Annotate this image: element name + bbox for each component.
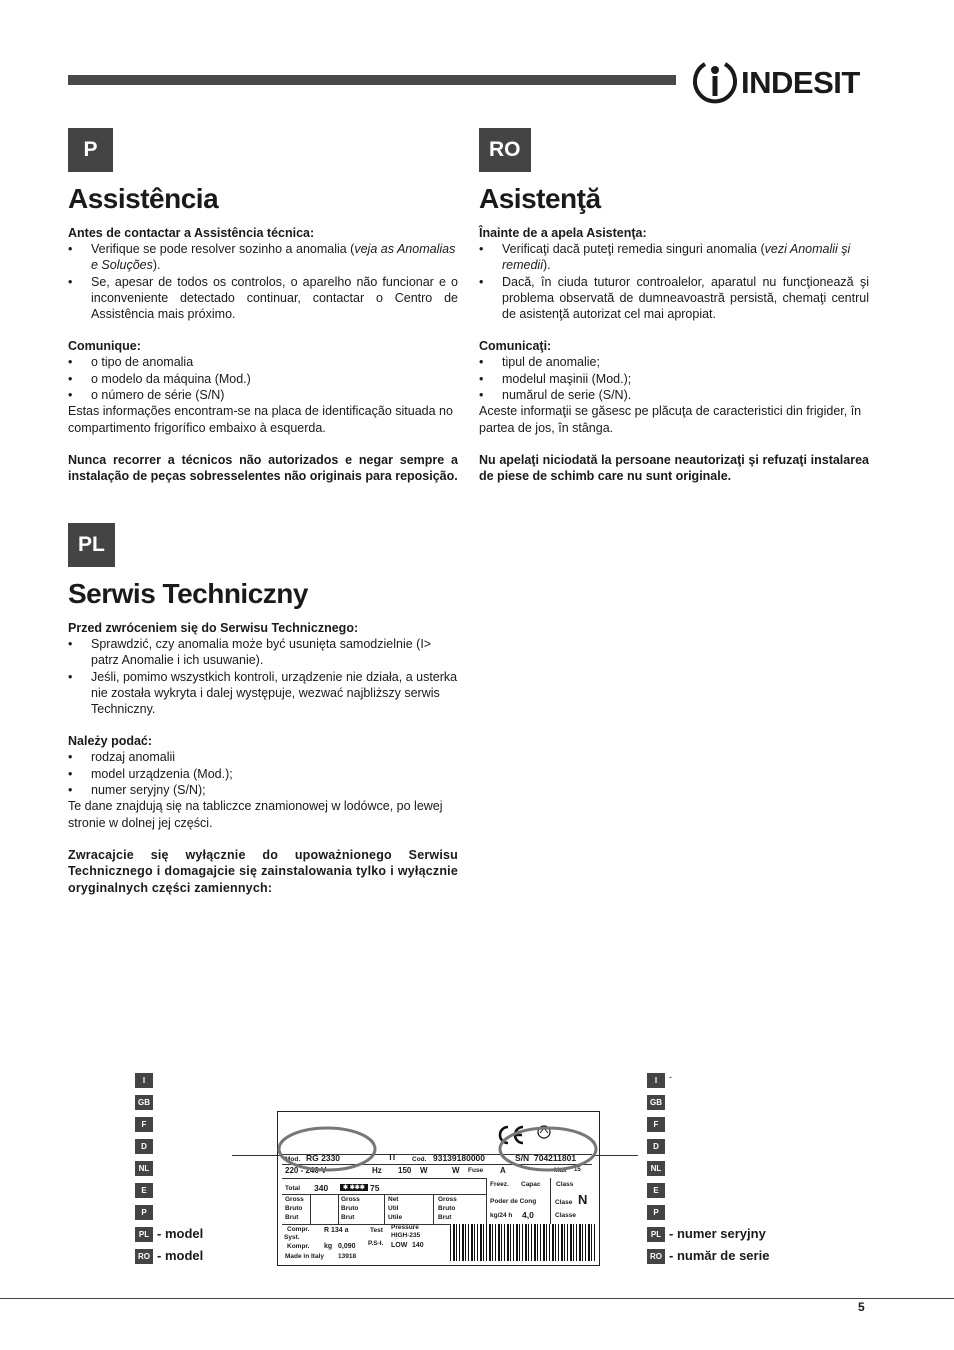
section-subtitle: Przed zwróceniem się do Serwisu Technicznego: <box>68 621 359 635</box>
list-item: • modelul maşinii (Mod.); <box>479 371 869 387</box>
legend-row: D <box>647 1137 807 1159</box>
list-item: • Se, apesar de todos os controlos, o aparelho não funcionar e o inconveniente detectado continuar, contactar o Centro de Assistência mais próximo. <box>68 274 458 323</box>
section-subtitle: Înainte de a apela Asistenţa: <box>479 226 647 240</box>
section-subtitle: Comunicaţi: <box>479 339 552 354</box>
footer-line <box>0 1298 954 1299</box>
warning-text: Nunca recorrer a técnicos não autorizados e negar sempre a instalação de peças sobresselentes não originais para reposição. <box>68 452 458 484</box>
language-badge: RO <box>479 128 531 172</box>
info-text: Te dane znajdują się na tabliczce znamionowej w lodówce, po lewej stronie w dolnej jej części. <box>68 799 443 830</box>
section-subtitle: Należy podać: <box>68 734 153 749</box>
legend-row: I - <box>647 1071 807 1093</box>
indesit-i-icon <box>693 58 737 106</box>
legend-row: PL - numer seryjny <box>647 1225 807 1247</box>
legend-right <box>647 1071 807 1269</box>
model-value: RG 2330 <box>306 1153 341 1163</box>
model-highlight-oval <box>275 1124 380 1174</box>
list-item: • rodzaj anomalii <box>68 749 458 765</box>
section-subtitle: Antes de contactar a Assistência técnica: <box>68 226 315 240</box>
legend-row: NL <box>647 1159 807 1181</box>
list-item: • numer seryjny (S/N); <box>68 782 458 798</box>
rating-plate: Mod. RG 2330 TI Cod. 93139180000 S/N 704211801 220 - 240 V~ Hz 150 W W Fuse A Max 15 Total 340 ✱ ✱✱✱ 75 Freez. Capac Class Gross Bruto Brut Gross Bruto Brut Net Util Utile Gross Bruto Brut Poder de Cong kg/24 h 4,0 Clase N Classe Compr. Syst. Kompr. R 134 a kg 0,090 Test P.S-I. Pressure HIGH-235 LOW 140 Made in Italy 13918 <box>277 1111 600 1266</box>
legend-row: GB <box>135 1093 295 1115</box>
list-item: • Dacă, în ciuda tuturor controalelor, aparatul nu funcţionează şi problema observată de dumneavoastră persistă, chemaţi centrul de asistenţă autorizat cel mai apropiat. <box>479 274 869 323</box>
section-title: Assistência <box>68 183 219 214</box>
legend-left <box>135 1071 295 1269</box>
serial-highlight-oval <box>496 1124 600 1174</box>
section-title: Serwis Techniczny <box>68 578 308 609</box>
header-bar <box>68 75 676 85</box>
legend-row: D <box>135 1137 295 1159</box>
warning-text: Zwracajcie się wyłącznie do upoważnionego Serwisu Technicznego i domagajcie się zainstalowania tylko i wyłącznie oryginalnych części zamiennych: <box>68 847 458 895</box>
legend-row: P <box>135 1203 295 1225</box>
list-item: • o modelo da máquina (Mod.) <box>68 371 458 387</box>
section-portuguese <box>68 128 458 485</box>
serial-value: 704211801 <box>534 1153 577 1163</box>
info-list <box>68 749 458 798</box>
list-item: • model urządzenia (Mod.); <box>68 766 458 782</box>
warning-text: Nu apelaţi niciodată la persoane neautorizaţi şi refuzaţi instalarea de piese de schimb care nu sunt originale. <box>479 452 869 484</box>
page-number: 5 <box>858 1300 865 1314</box>
legend-row: NL <box>135 1159 295 1181</box>
language-badge: PL <box>68 523 115 567</box>
list-item: • o tipo de anomalia <box>68 354 458 370</box>
section-polish <box>68 523 458 896</box>
list-item: • numărul de serie (S/N). <box>479 387 869 403</box>
logo-text: INDESIT <box>741 65 860 100</box>
legend-row: RO - model <box>135 1247 295 1269</box>
barcode <box>450 1224 596 1261</box>
legend-row: RO - număr de serie <box>647 1247 807 1269</box>
legend-row: P <box>647 1203 807 1225</box>
legend-row: PL - model <box>135 1225 295 1247</box>
language-badge: P <box>68 128 113 172</box>
legend-row: GB <box>647 1093 807 1115</box>
list-item: • Sprawdzić, czy anomalia może być usunięta samodzielnie (I> patrz Anomalie i ich usuwanie). <box>68 636 458 669</box>
checklist <box>68 241 458 322</box>
legend-row: F <box>135 1115 295 1137</box>
section-subtitle: Comunique: <box>68 339 141 354</box>
list-item: • Jeśli, pomimo wszystkich kontroli, urządzenie nie działa, a usterka nie została wykryta i dalej występuje, wezwać najbliższy serwis Techniczny. <box>68 669 458 718</box>
legend-row: E <box>135 1181 295 1203</box>
info-list <box>68 354 458 403</box>
list-item: • Verificaţi dacă puteţi remedia singuri anomalia (vezi Anomalii şi remedii). <box>479 241 869 274</box>
info-text: Estas informações encontram-se na placa de identificação situada no compartimento frigorífico embaixo à esquerda. <box>68 404 453 435</box>
info-text: Aceste informaţii se găsesc pe plăcuţa de caracteristici din frigider, în partea de jos, în stânga. <box>479 404 862 435</box>
list-item: • o número de série (S/N) <box>68 387 458 403</box>
section-title: Asistenţă <box>479 183 601 214</box>
checklist <box>68 636 458 717</box>
legend-row: I <box>135 1071 295 1093</box>
list-item: • tipul de anomalie; <box>479 354 869 370</box>
section-romanian <box>479 128 869 485</box>
info-list <box>479 354 869 403</box>
list-item: • Verifique se pode resolver sozinho a anomalia (veja as Anomalias e Soluções). <box>68 241 458 274</box>
legend-row: E <box>647 1181 807 1203</box>
legend-row: F <box>647 1115 807 1137</box>
checklist <box>479 241 869 322</box>
indesit-logo <box>693 58 869 106</box>
